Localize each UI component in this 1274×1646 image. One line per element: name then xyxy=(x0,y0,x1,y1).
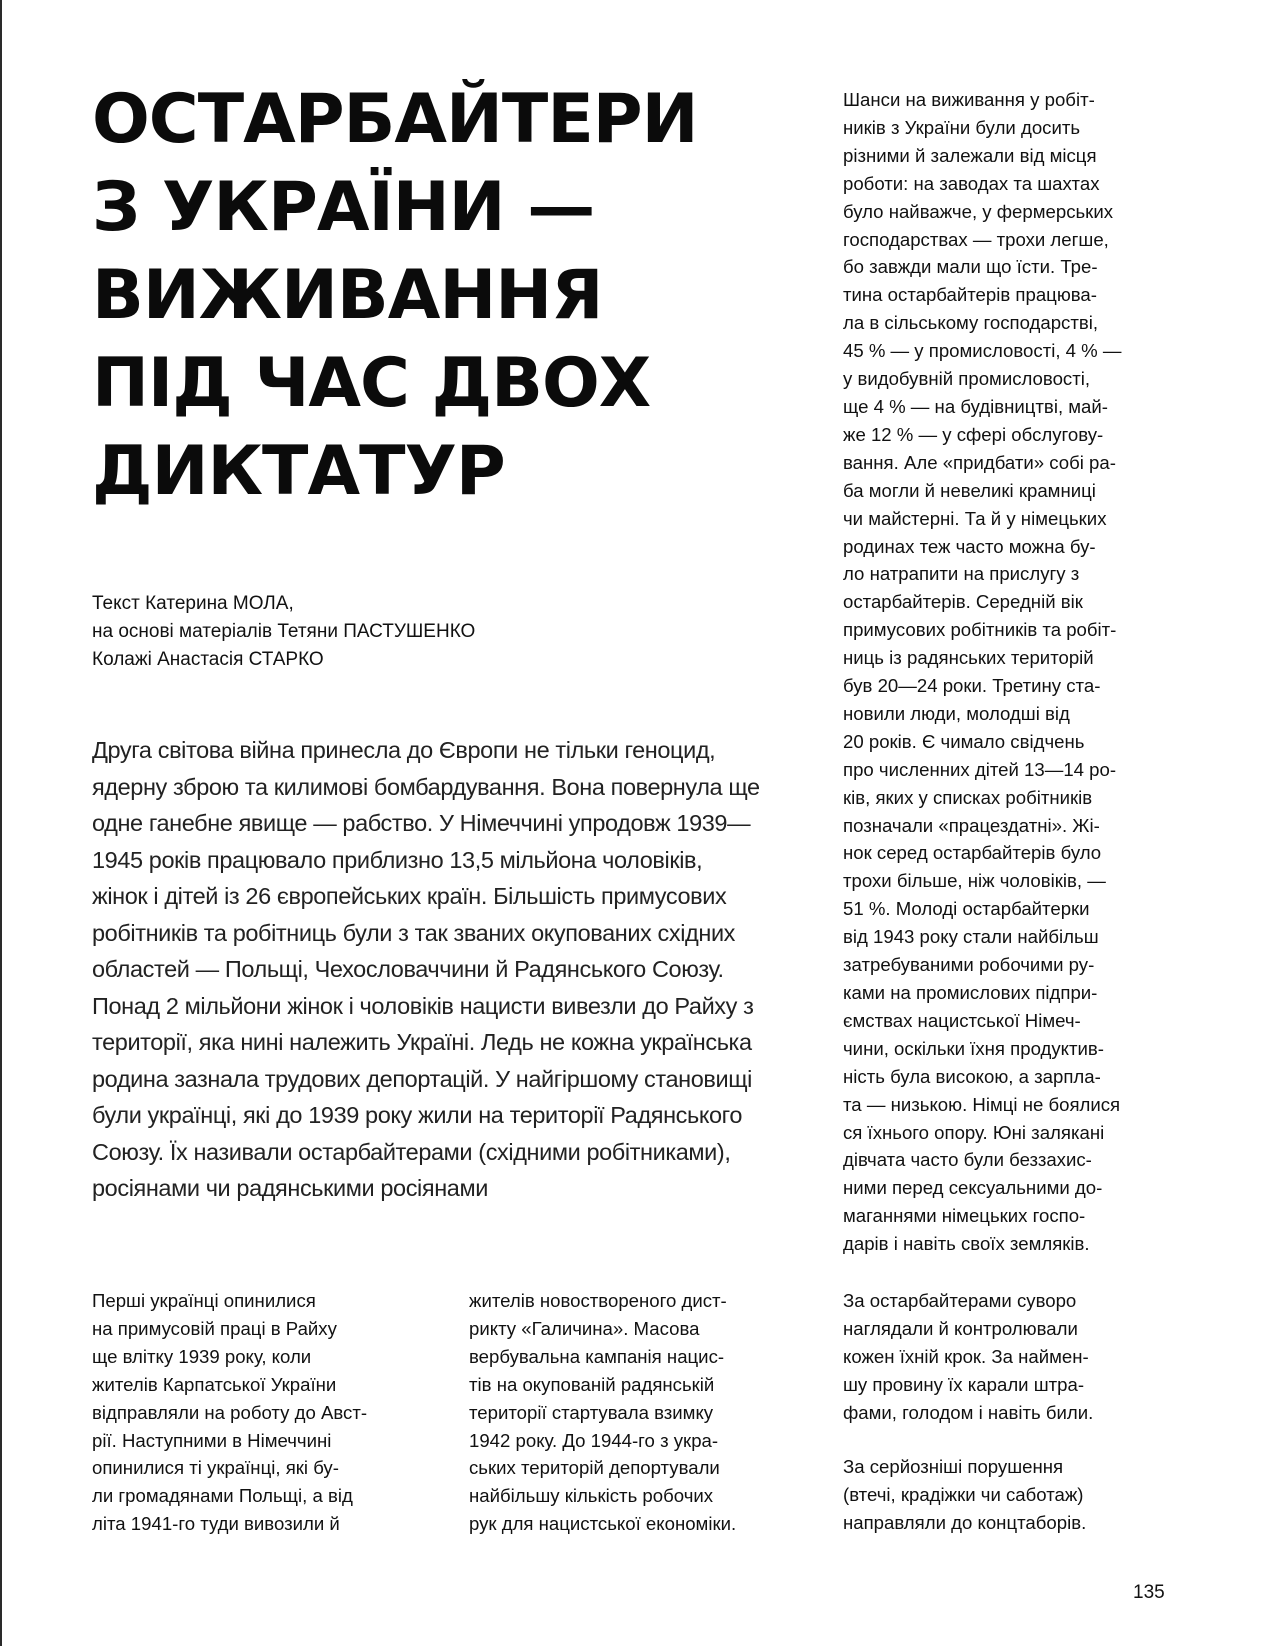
text-line: ками на промислових підпри- xyxy=(843,982,1098,1003)
text-line: ще влітку 1939 року, коли xyxy=(92,1345,312,1367)
text-line: трохи більше, ніж чоловіків, — xyxy=(843,870,1106,892)
text-line: ла в сільському господарстві, xyxy=(843,312,1099,334)
text-line: рикту «Галичина». Масова xyxy=(469,1317,700,1339)
lead-line: 1945 років працювало приблизно 13,5 мільйона чоловіків, xyxy=(92,846,703,873)
lead-line: одне ганебне явище — рабство. У Німеччині упродовж 1939— xyxy=(92,810,751,836)
text-line: чи майстерні. Та й у німецьких xyxy=(843,507,1107,529)
text-line: тина остарбайтерів працюва- xyxy=(843,284,1097,306)
text-line: наглядали й контролювали xyxy=(843,1317,1078,1339)
text-line: Перші українці опинилися xyxy=(92,1290,316,1311)
text-line: від 1943 року стали найбільш xyxy=(843,926,1099,948)
text-line: За серйозніші порушення xyxy=(843,1456,1064,1477)
text-line: ба могли й невеликі крамниці xyxy=(843,479,1096,501)
text-line: новили люди, молодші від xyxy=(843,702,1070,724)
text-line: жителів новоствореного дист- xyxy=(469,1290,727,1311)
lead-line: території, яка нині належить Україні. Ледь не кожна українська xyxy=(92,1029,752,1055)
lead-line: ядерну зброю та килимові бомбардування. Вона повернула ще xyxy=(92,773,760,800)
title-line: ОСТАРБАЙТЕРИ xyxy=(92,80,698,159)
text-line: про численних дітей 13—14 ро- xyxy=(843,758,1117,780)
lead-line: жінок і дітей із 26 європейських країн. Більшість примусових xyxy=(92,883,727,909)
text-line: дівчата часто були беззахис- xyxy=(843,1149,1092,1171)
text-line: ків, яких у списках робітників xyxy=(843,786,1093,808)
page-edge-divider xyxy=(0,0,2,1646)
text-line: примусових робітників та робіт- xyxy=(843,619,1117,641)
title-line: ПІД ЧАС ДВОХ xyxy=(92,344,651,423)
text-line: території стартувала взимку xyxy=(469,1401,714,1423)
text-line: ними перед сексуальними до- xyxy=(843,1177,1103,1199)
lead-line: робітників та робітниць були з так званих окупованих східних xyxy=(92,919,736,946)
text-line: позначали «працездатні». Жі- xyxy=(843,814,1100,836)
text-line: жителів Карпатської України xyxy=(92,1373,337,1395)
credit-author: Текст Катерина МОЛА, xyxy=(92,593,294,614)
text-line: кожен їхній крок. За наймен- xyxy=(843,1345,1089,1367)
text-line: у видобувній промисловості, xyxy=(843,368,1091,390)
right-column-top-text xyxy=(843,86,1183,1258)
text-line: (втечі, крадіжки чи саботаж) xyxy=(843,1483,1084,1505)
text-line: маганнями німецьких госпо- xyxy=(843,1205,1086,1227)
credit-source: на основі матеріалів Тетяни ПАСТУШЕНКО xyxy=(92,621,476,642)
right-column-bottom-text xyxy=(843,1453,1183,1537)
text-line: родинах теж часто можна бу- xyxy=(843,535,1096,557)
text-line: дарів і навіть своїх земляків. xyxy=(843,1233,1090,1255)
lead-line: областей — Польщі, Чехословаччини й Радянського Союзу. xyxy=(92,956,724,982)
text-line: Шанси на виживання у робіт- xyxy=(843,89,1095,110)
text-line: шу провину їх карали штра- xyxy=(843,1373,1085,1395)
page-number: 135 xyxy=(1133,1582,1165,1603)
bottom-middle-column-text xyxy=(469,1287,809,1538)
text-line: направляли до концтаборів. xyxy=(843,1511,1087,1533)
lead-line: Друга світова війна принесла до Європи не тільки геноцид, xyxy=(92,737,716,763)
text-line: чини, оскільки їхня продуктив- xyxy=(843,1037,1104,1059)
title-line: ДИКТАТУР xyxy=(92,432,505,511)
title-line: З УКРАЇНИ — xyxy=(92,168,595,247)
text-line: ність була високою, а зарпла- xyxy=(843,1065,1101,1087)
text-line: на примусовій праці в Райху xyxy=(92,1317,337,1339)
credit-collages: Колажі Анастасія СТАРКО xyxy=(92,649,324,670)
text-line: відправляли на роботу до Авст- xyxy=(92,1401,368,1423)
text-line: літа 1941-го туди вивозили й xyxy=(92,1513,340,1535)
right-column-mid-text xyxy=(843,1287,1183,1427)
lead-line: були українці, які до 1939 року жили на території Радянського xyxy=(92,1102,742,1128)
lead-line: Союзу. Їх називали остарбайтерами (східними робітниками), xyxy=(92,1138,731,1165)
text-line: ся їхнього опору. Юні залякані xyxy=(843,1121,1105,1143)
article-title xyxy=(92,76,772,516)
text-line: роботи: на заводах та шахтах xyxy=(843,172,1100,194)
text-line: був 20—24 роки. Третину ста- xyxy=(843,675,1101,697)
text-line: 45 % — у промисловості, 4 % — xyxy=(843,340,1122,362)
text-line: нок серед остарбайтерів було xyxy=(843,842,1102,864)
text-line: найбільшу кількість робочих xyxy=(469,1485,714,1507)
text-line: рук для нацистської економіки. xyxy=(469,1513,737,1535)
text-line: ських територій депортували xyxy=(469,1457,720,1479)
text-line: бо завжди мали що їсти. Тре- xyxy=(843,256,1098,278)
text-line: 51 %. Молоді остарбайтерки xyxy=(843,898,1090,920)
text-line: ло натрапити на прислугу з xyxy=(843,563,1080,585)
lead-line: Понад 2 мільйони жінок і чоловіків нацисти вивезли до Райху з xyxy=(92,992,754,1019)
text-line: ли громадянами Польщі, а від xyxy=(92,1485,353,1507)
text-line: 1942 року. До 1944-го з укра- xyxy=(469,1429,719,1451)
text-line: ників з України були досить xyxy=(843,116,1081,138)
text-line: рії. Наступними в Німеччині xyxy=(92,1429,332,1451)
text-line: ще 4 % — на будівництві, май- xyxy=(843,395,1108,417)
title-line: ВИЖИВАННЯ xyxy=(92,256,603,335)
text-line: затребуваними робочими ру- xyxy=(843,954,1095,976)
lead-line: росіянами чи радянськими росіянами xyxy=(92,1175,488,1201)
text-line: остарбайтерів. Середній вік xyxy=(843,591,1083,613)
text-line: господарствах — трохи легше, xyxy=(843,228,1109,250)
lead-paragraph xyxy=(92,732,792,1207)
article-credits xyxy=(92,590,732,674)
lead-line: родина зазнала трудових депортацій. У найгіршому становищі xyxy=(92,1065,752,1092)
text-line: ниць із радянських територій xyxy=(843,647,1094,669)
text-line: ємствах нацистської Німеч- xyxy=(843,1009,1081,1031)
text-line: опинилися ті українці, які бу- xyxy=(92,1457,339,1479)
text-line: фами, голодом і навіть били. xyxy=(843,1401,1094,1423)
text-line: За остарбайтерами суворо xyxy=(843,1290,1077,1311)
text-line: вання. Але «придбати» собі ра- xyxy=(843,451,1116,473)
text-line: же 12 % — у сфері обслугову- xyxy=(843,423,1104,445)
text-line: різними й залежали від місця xyxy=(843,144,1097,166)
text-line: та — низькою. Німці не боялися xyxy=(843,1093,1121,1115)
text-line: було найважче, у фермерських xyxy=(843,200,1113,222)
text-line: тів на окупованій радянській xyxy=(469,1373,715,1395)
bottom-left-column-text xyxy=(92,1287,432,1538)
text-line: вербувальна кампанія нацис- xyxy=(469,1345,725,1367)
text-line: 20 років. Є чимало свідчень xyxy=(843,730,1085,752)
